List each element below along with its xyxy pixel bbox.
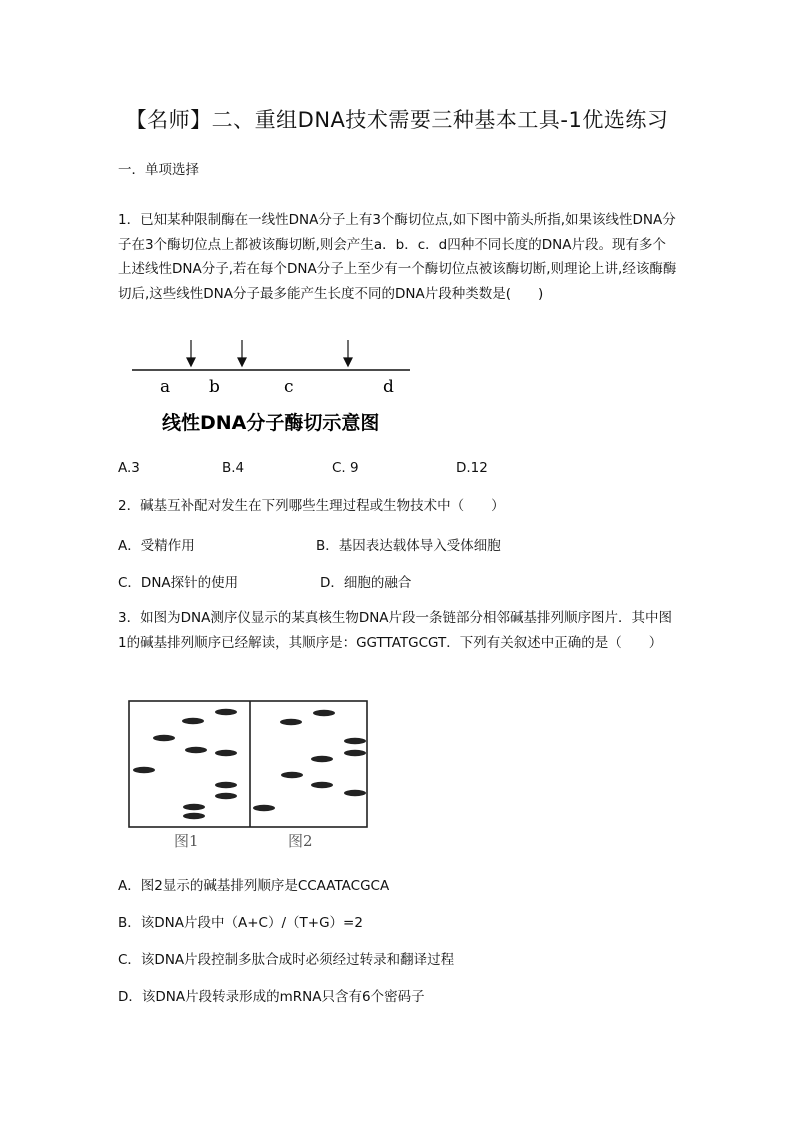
fragment-label-b: b [209, 377, 220, 397]
gel-label-2: 图2 [288, 832, 313, 850]
gel-band [153, 735, 175, 741]
question-1-text: 1．已知某种限制酶在一线性DNA分子上有3个酶切位点,如下图中箭头所指,如果该线性DNA分子在3个酶切位点上都被该酶切断,则会产生a．b．c．d四种不同长度的DNA片段。现有多个上述线性DNA分子,若在每个DNA分子上至少有一个酶切位点被该酶切断,则理论上讲,经该酶酶切后,这些线性DNA分子最多能产生长度不同的DNA片段种类数是( ) [118, 212, 677, 302]
section-heading: 一．单项选择 [118, 162, 199, 178]
sequencing-gel-figure [126, 698, 372, 852]
q3-option-b: B．该DNA片段中（A+C）/（T+G）=2 [118, 915, 363, 931]
q1-option-a: A.3 [118, 460, 140, 476]
gel-band [215, 793, 237, 799]
question-3-text: 3．如图为DNA测序仪显示的某真核生物DNA片段一条链部分相邻碱基排列顺序图片．其中图1的碱基排列顺序已经解读，其顺序是：GGTTATGCGT．下列有关叙述中正确的是（ ） [118, 610, 673, 651]
gel-band [344, 750, 366, 756]
gel-band [311, 782, 333, 788]
gel-band [311, 756, 333, 762]
gel-band [215, 750, 237, 756]
q3-option-d: D．该DNA片段转录形成的mRNA只含有6个密码子 [118, 989, 425, 1005]
page-title: 【名师】二、重组DNA技术需要三种基本工具-1优选练习 [125, 108, 669, 132]
fragment-label-d: d [383, 377, 394, 397]
gel-band [280, 719, 302, 725]
gel-band [182, 718, 204, 724]
cut-arrow-3 [344, 340, 352, 366]
gel-band [185, 747, 207, 753]
q3-option-a: A．图2显示的碱基排列顺序是CCAATACGCA [118, 878, 390, 894]
q1-option-d: D.12 [456, 460, 488, 476]
cut-arrow-1 [187, 340, 195, 366]
gel-band [253, 805, 275, 811]
gel-label-1: 图1 [174, 832, 199, 850]
fragment-label-c: c [284, 377, 294, 397]
gel-band [215, 709, 237, 715]
gel-band [344, 738, 366, 744]
q1-option-c: C. 9 [332, 460, 359, 476]
gel-frame [129, 701, 367, 827]
figure-caption: 线性DNA分子酶切示意图 [162, 412, 380, 434]
q3-option-c: C．该DNA片段控制多肽合成时必须经过转录和翻译过程 [118, 952, 455, 968]
q2-option-b: B．基因表达载体导入受体细胞 [316, 538, 501, 554]
gel-band [215, 782, 237, 788]
gel-band [133, 767, 155, 773]
gel-band [344, 790, 366, 796]
cut-arrow-2 [238, 340, 246, 366]
q2-option-c: C．DNA探针的使用 [118, 575, 239, 591]
dna-digest-figure [128, 338, 418, 440]
question-2-text: 2．碱基互补配对发生在下列哪些生理过程或生物技术中（ ） [118, 498, 505, 514]
fragment-label-a: a [160, 377, 171, 397]
q2-option-a: A．受精作用 [118, 538, 195, 554]
q2-option-d: D．细胞的融合 [320, 575, 412, 591]
gel-band [183, 813, 205, 819]
gel-band [281, 772, 303, 778]
gel-band [313, 710, 335, 716]
gel-band [183, 804, 205, 810]
q1-option-b: B.4 [222, 460, 245, 476]
